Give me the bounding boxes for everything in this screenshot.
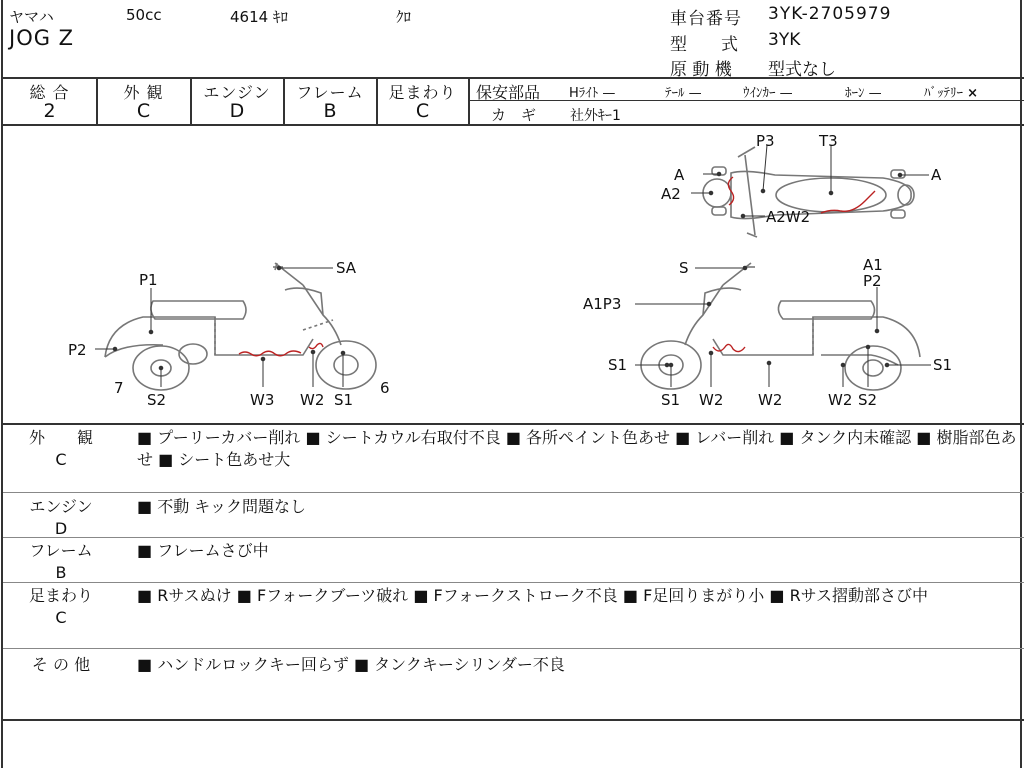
engine-label: 原 動 機 (670, 60, 732, 80)
safety-item (743, 82, 793, 101)
safety-item-status: × (967, 86, 979, 101)
diagram-label: T3 (819, 132, 838, 150)
remark-grade: C (55, 450, 67, 469)
remark-grade: D (54, 519, 68, 538)
diagram-label: S2 (147, 391, 167, 409)
inspection-sheet (1, 0, 1022, 768)
safety-item-status: — (868, 86, 882, 101)
engine-value: 型式なし (768, 60, 836, 80)
grade-overall (3, 78, 96, 124)
remark-label-exterior (13, 427, 109, 471)
grade-label: フレーム (296, 83, 364, 102)
remark-label: フレーム (29, 541, 93, 560)
diagram-label: W3 (250, 391, 275, 409)
diagram-label: S1 (334, 391, 354, 409)
grade-value: C (136, 100, 151, 122)
damage-diagram (3, 125, 1022, 423)
diagram-label: S (679, 259, 689, 277)
safety-item-status: — (602, 86, 616, 101)
diagram-label: A2W2 (766, 208, 811, 226)
remark-label-other (13, 654, 109, 676)
frame-no-label: 車台番号 (670, 9, 742, 29)
remark-label-frame (13, 540, 109, 584)
safety-item-name: ｳｲﾝｶｰ (743, 86, 776, 101)
grade-frame (284, 78, 376, 124)
key-label: カ ギ (491, 106, 537, 124)
model-name: JOG Z (9, 26, 75, 50)
divider (3, 582, 1024, 583)
diagram-label: P2 (863, 272, 882, 290)
remark-text-suspension: ■ Rサスぬけ ■ Fフォークブーツ破れ ■ Fフォークストローク不良 ■ F足回りまがり小 ■ Rサス摺動部さび中 (137, 586, 929, 605)
safety-item-name: Hﾗｲﾄ (569, 86, 599, 101)
maker: ヤマハ (9, 8, 54, 26)
diagram-label: A1P3 (583, 295, 622, 313)
safety-label: 保安部品 (476, 83, 541, 102)
diagram-label: S2 (858, 391, 878, 409)
diagram-label: A (931, 166, 942, 184)
grade-exterior (97, 78, 190, 124)
diagram-label: P1 (139, 271, 158, 289)
remark-text-other: ■ ハンドルロックキー回らず ■ タンクキーシリンダー不良 (137, 655, 565, 674)
grade-label: エンジン (203, 83, 271, 102)
divider (3, 537, 1024, 538)
diagram-label: S1 (608, 356, 628, 374)
divider (468, 78, 470, 124)
remark-text-engine: ■ 不動 キック問題なし (137, 497, 306, 516)
diagram-label: 7 (114, 379, 124, 397)
remark-label: 足まわり (28, 586, 93, 605)
grade-value: D (229, 100, 245, 122)
safety-item-status: — (779, 86, 793, 101)
safety-item (665, 82, 702, 101)
type-value: 3YK (768, 30, 801, 50)
remark-text-frame: ■ フレームさび中 (137, 541, 269, 560)
remark-label: そ の 他 (31, 655, 91, 674)
diagram-label: P2 (68, 341, 87, 359)
grade-suspension (377, 78, 468, 124)
grade-label: 外 観 (123, 83, 164, 102)
safety-item-name: ﾃｰﾙ (665, 86, 685, 101)
displacement: 50cc (126, 6, 162, 24)
type-label: 型 式 (670, 35, 738, 55)
diagram-label: 6 (380, 379, 390, 397)
grade-value: C (415, 100, 430, 122)
grade-label: 足まわり (388, 83, 457, 102)
remark-text-exterior: ■ プーリーカバー削れ ■ シートカウル右取付不良 ■ 各所ペイント色あせ ■ レバー削れ ■ タンク内未確認 ■ 樹脂部色あせ ■ シート色あせ大 (137, 428, 1017, 469)
remark-label: 外 観 (28, 428, 93, 447)
diagram-label: P3 (756, 132, 775, 150)
diagram-label: W2 (300, 391, 325, 409)
divider (3, 719, 1024, 721)
diagram-label: W2 (828, 391, 853, 409)
safety-item (924, 82, 978, 101)
remark-label-engine (13, 496, 109, 540)
remark-label-suspension (13, 585, 109, 629)
diagram-label: W2 (758, 391, 783, 409)
diagram-label: A1 (863, 256, 883, 274)
mileage: 4614 ｷﾛ (230, 8, 288, 26)
divider (3, 492, 1024, 493)
diagram-label: S1 (661, 391, 681, 409)
diagram-label: A (674, 166, 685, 184)
safety-item-name: ﾊﾞｯﾃﾘｰ (924, 86, 963, 101)
safety-item-name: ﾎｰﾝ (845, 86, 865, 101)
diagram-label: W2 (699, 391, 724, 409)
remark-label: エンジン (29, 497, 93, 516)
diagram-label: SA (336, 259, 357, 277)
grade-value: 2 (43, 100, 56, 122)
color: ｸﾛ (396, 8, 412, 26)
diagram-label: A2 (661, 185, 681, 203)
grade-value: B (323, 100, 337, 122)
safety-item (569, 82, 615, 101)
safety-item (845, 82, 882, 101)
grade-engine (191, 78, 283, 124)
key-value: 社外ｷｰ1 (570, 108, 621, 124)
divider (3, 648, 1024, 649)
divider (3, 423, 1024, 425)
remark-grade: B (55, 563, 67, 582)
remark-grade: C (55, 608, 67, 627)
diagram-label: S1 (933, 356, 953, 374)
frame-no: 3YK-2705979 (768, 4, 892, 24)
grade-label: 総 合 (29, 83, 70, 102)
safety-item-status: — (688, 86, 702, 101)
